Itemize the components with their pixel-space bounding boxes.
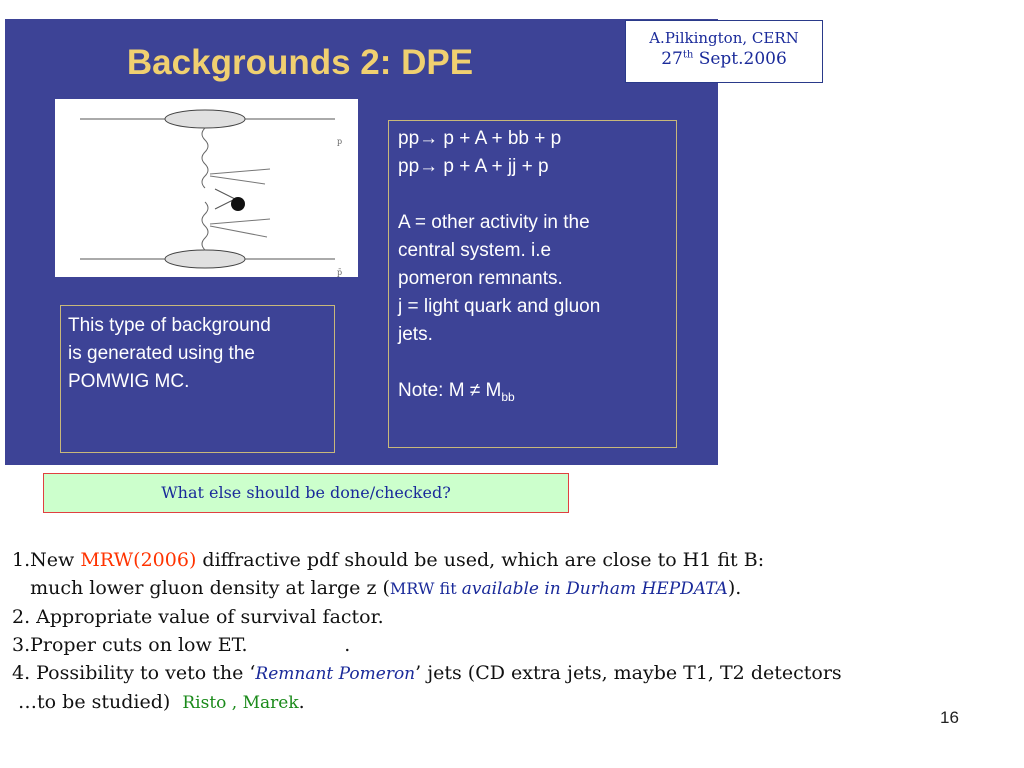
pomwig-line: This type of background [68, 315, 271, 336]
todo-item-1-cont [12, 574, 842, 603]
reaction-line: pp→ p + A + jj + p [398, 156, 549, 177]
mrw-highlight: MRW(2006) [80, 549, 197, 571]
slide-image [5, 19, 718, 465]
todo-item-4 [12, 659, 842, 688]
feynman-diagram [55, 99, 358, 277]
note-subscript: bb [501, 389, 515, 404]
mrw-fit-label: MRW fit [389, 579, 462, 598]
reaction-box [388, 120, 677, 448]
todo-text: ’ jets (CD extra jets, maybe T1, T2 detectors [415, 662, 842, 684]
remnant-pomeron-label: Remnant Pomeron [255, 664, 416, 684]
todo-text: 4. Possibility to veto the ‘ [12, 662, 256, 684]
reaction-line: central system. i.e [398, 240, 552, 261]
date-rest: Sept.2006 [693, 49, 787, 69]
todo-list [12, 546, 842, 717]
date-day: 27 [661, 49, 683, 69]
todo-item-4-cont [12, 688, 842, 717]
reaction-line [398, 181, 600, 209]
question-box: What else should be done/checked? [43, 473, 569, 513]
reaction-line: pp→ p + A + bb + p [398, 128, 562, 149]
todo-text: 1.New [12, 549, 81, 571]
not-equal-symbol: ≠ [469, 380, 481, 401]
reaction-line: pomeron remnants. [398, 268, 563, 289]
todo-text: …to be studied) [12, 691, 183, 713]
author-credit-box [625, 20, 823, 83]
reaction-line: jets. [398, 324, 433, 345]
slide-title: Backgrounds 2: DPE [126, 43, 474, 82]
date-day-suffix: th [682, 49, 694, 61]
note-prefix: Note: M [398, 380, 470, 401]
proton-bottom-label: p̄ [337, 268, 343, 277]
pomwig-box [60, 305, 335, 453]
todo-text: . [298, 691, 305, 713]
presentation-date [626, 49, 822, 69]
page-number: 16 [940, 708, 959, 727]
pomwig-line: is generated using the [68, 343, 255, 364]
todo-text: ). [727, 577, 742, 599]
reaction-line: A = other activity in the [398, 212, 590, 233]
pomwig-line: POMWIG MC. [68, 371, 190, 392]
todo-item-2: 2. Appropriate value of survival factor. [12, 606, 384, 628]
todo-item-3: 3.Proper cuts on low ET. . [12, 634, 351, 656]
todo-text: much lower gluon density at large z ( [12, 577, 390, 599]
hepdata-label: available in Durham HEPDATA [461, 579, 728, 599]
author-name: A.Pilkington, CERN [649, 29, 799, 47]
todo-item-1 [12, 546, 842, 574]
reaction-line: j = light quark and gluon [398, 296, 601, 317]
note-line [398, 377, 600, 411]
assignees: Risto , Marek [182, 693, 299, 713]
reaction-line [398, 349, 600, 377]
todo-text: diffractive pdf should be used, which are close to H1 fit B: [196, 549, 765, 571]
proton-top-label: p [337, 137, 343, 146]
note-mass: M [480, 380, 502, 401]
